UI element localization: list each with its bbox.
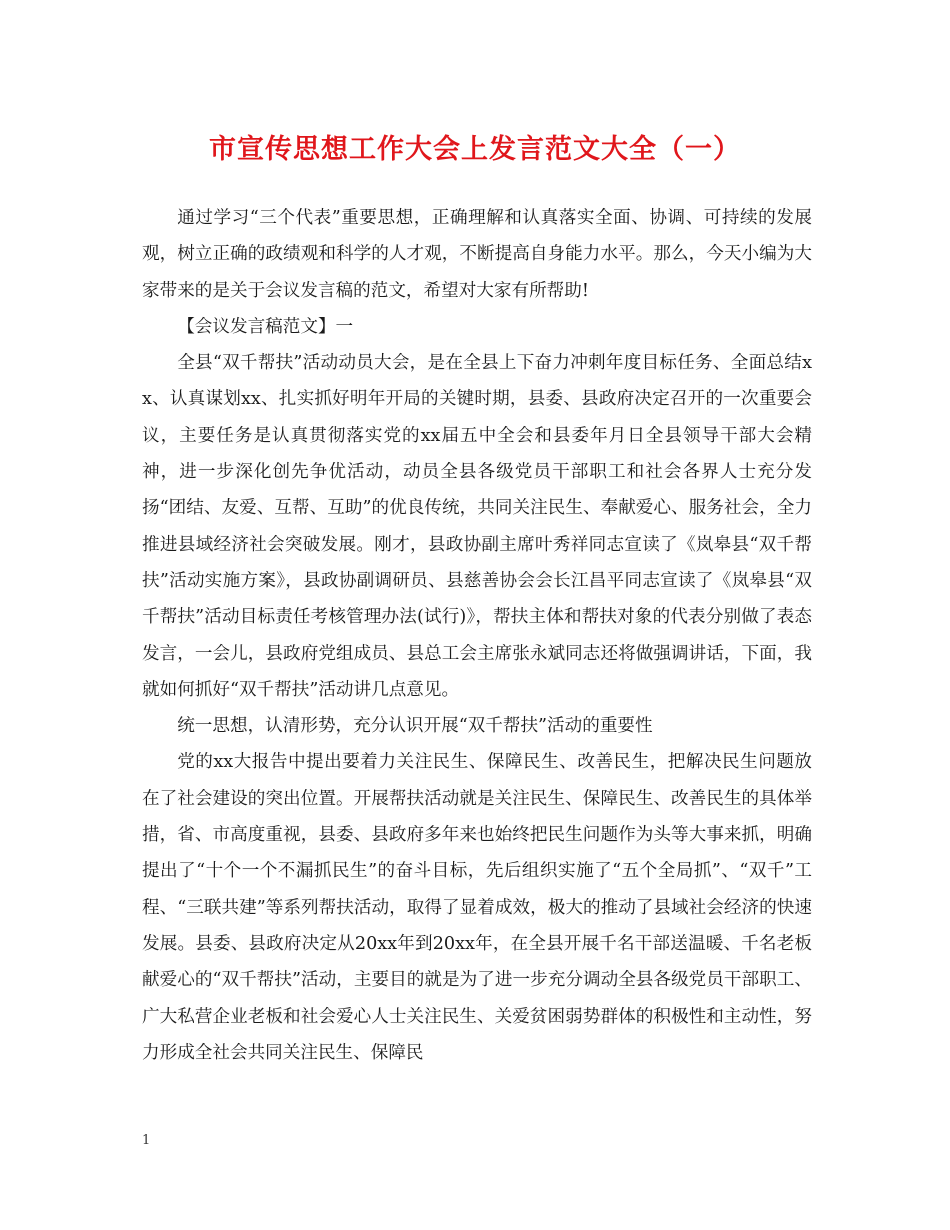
body-paragraph: 全县“双千帮扶”活动动员大会，是在全县上下奋力冲刺年度目标任务、全面总结xx、认真谋划xx、扎实抓好明年开局的关键时期，县委、县政府决定召开的一次重要会议，主要任务是认真贯彻落实党的xx届五中全会和县委年月日全县领导干部大会精神，进一步深化创先争优活动，动员全县各级党员干部职工和社会各界人士充分发扬“团结、友爱、互帮、互助”的优良传统，共同关注民生、奉献爱心、服务社会，全力推进县域经济社会突破发展。刚才，县政协副主席叶秀祥同志宣读了《岚皋县“双千帮扶”活动实施方案》，县政协副调研员、县慈善协会会长江昌平同志宣读了《岚皋县“双千帮扶”活动目标责任考核管理办法(试行)》，帮扶主体和帮扶对象的代表分别做了表态发言，一会儿，县政府党组成员、县总工会主席张永斌同志还将做强调讲话，下面，我就如何抓好“双千帮扶”活动讲几点意见。 [142,353,812,700]
document-body [142,200,812,1071]
subsection-heading: 统一思想，认清形势，充分认识开展“双千帮扶”活动的重要性 [177,716,653,737]
document-title: 市宣传思想工作大会上发言范文大全（一） [209,134,741,165]
body-paragraph: 党的xx大报告中提出要着力关注民生、保障民生、改善民生，把解决民生问题放在了社会建设的突出位置。开展帮扶活动就是关注民生、保障民生、改善民生的具体举措，省、市高度重视，县委、县政府多年来也始终把民生问题作为头等大事来抓，明确提出了“十个一个不漏抓民生”的奋斗目标，先后组织实施了“五个全局抓”、“双千”工程、“三联共建”等系列帮扶活动，取得了显着成效，极大的推动了县域社会经济的快速发展。县委、县政府决定从20xx年到20xx年，在全县开展千名干部送温暖、千名老板献爱心的“双千帮扶”活动，主要目的就是为了进一步充分调动全县各级党员干部职工、广大私营企业老板和社会爱心人士关注民生、关爱贫困弱势群体的积极性和主动性，努力形成全社会共同关注民生、保障民 [142,752,812,1063]
intro-paragraph: 通过学习“三个代表”重要思想，正确理解和认真落实全面、协调、可持续的发展观，树立正确的政绩观和科学的人才观，不断提高自身能力水平。那么，今天小编为大家带来的是关于会议发言稿的范文，希望对大家有所帮助! [142,208,812,301]
page-number: 1 [142,1133,151,1148]
section-heading: 【会议发言稿范文】一 [177,316,354,337]
